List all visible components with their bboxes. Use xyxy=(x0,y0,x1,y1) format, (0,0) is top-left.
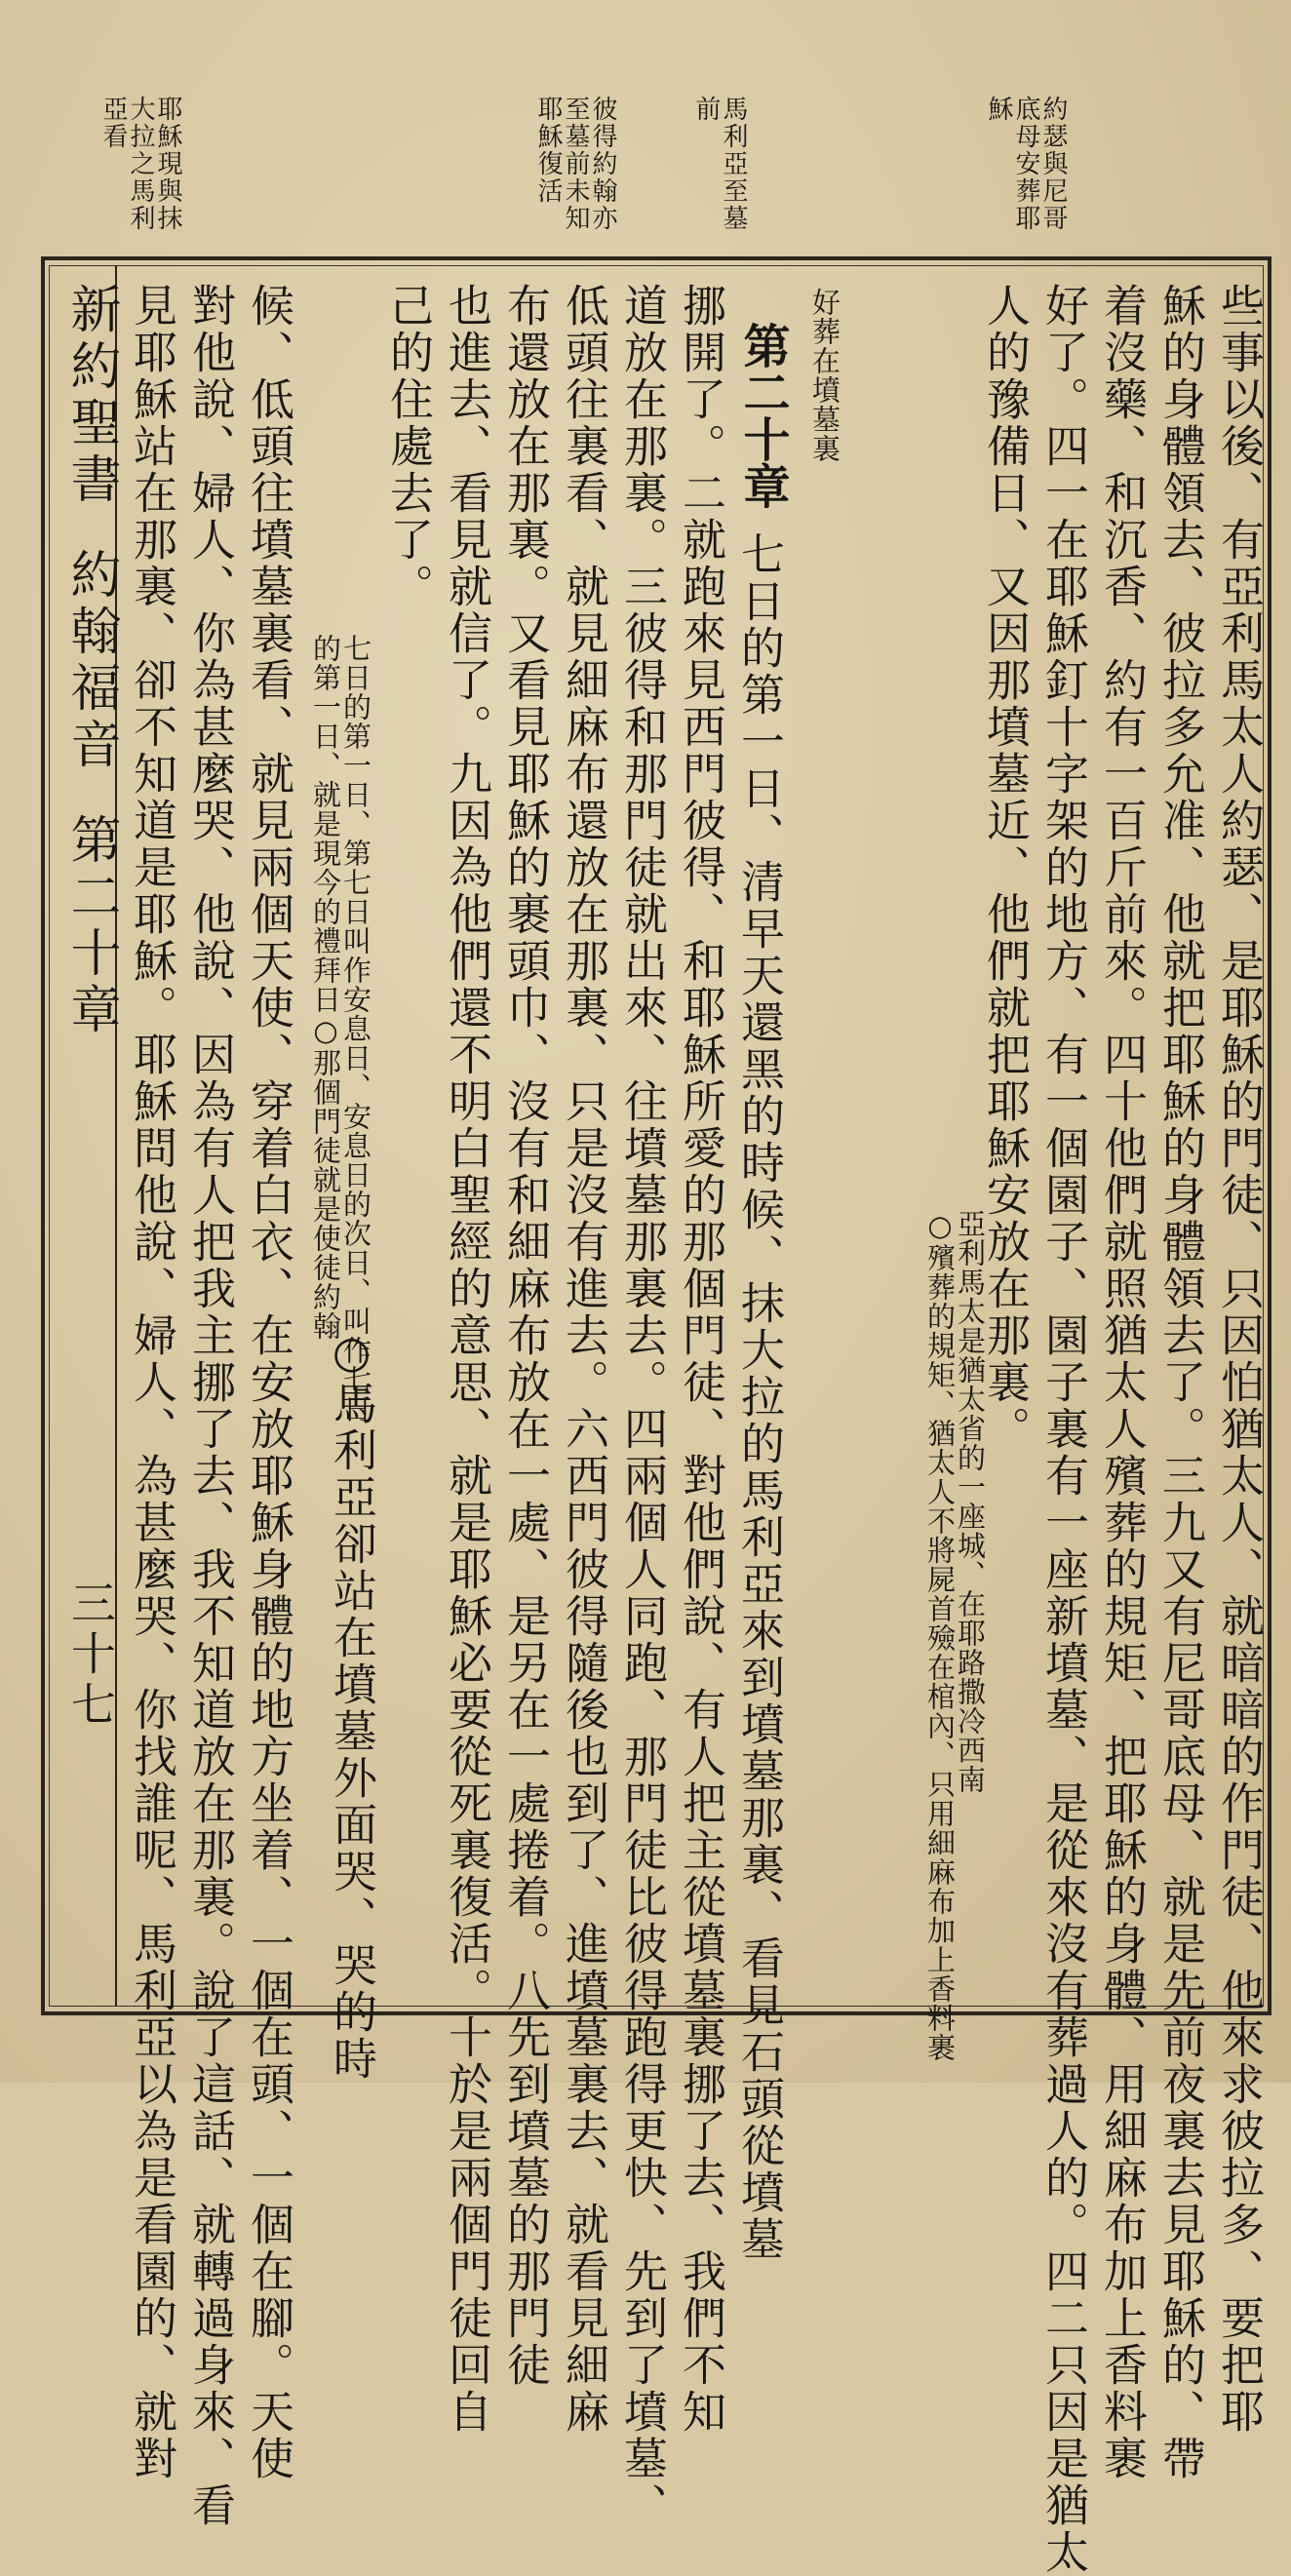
page-number: 三十七 xyxy=(64,1580,117,1732)
text-column-8: 道放在那裏。三彼得和那門徒就出來、往墳墓那裏去。四兩個人同跑、那門徒比彼得跑得更快、先到了墳墓、 xyxy=(616,283,668,2529)
text-column-9: 低頭往裏看、就見細麻布還放在那裏、只是沒有進去。六西門彼得隨後也到了、進墳墓裏去、就看見細麻 xyxy=(558,283,609,2436)
section-label: 好葬在墳墓裏 xyxy=(808,288,841,463)
text-column-1: 些事以後、有亞利馬太人約瑟、是耶穌的門徒、只因怕猶太人、就暗暗的作門徒、他來求彼拉多、要把耶 xyxy=(1213,283,1265,2436)
text-column-15: 對他說、婦人、你為甚麼哭、他說、因為有人把我主挪了去、我不知道放在那裏。說了這話、就轉過身來、看 xyxy=(184,283,236,2529)
header-chapter: 第二十章 xyxy=(61,813,120,1039)
marginal-note-burial: 約瑟與尼哥 底母安葬耶 穌 xyxy=(984,96,1068,232)
text-column-2: 穌的身體領去、彼拉多允准、他就把耶穌的身體領去了。三九又有尼哥底母、就是先前夜裏去見耶穌的、帶 xyxy=(1154,283,1206,2482)
marginal-note-mary-at-tomb: 馬利亞至墓 前 xyxy=(691,96,748,232)
chapter-heading: 第二十章 xyxy=(735,322,790,509)
text-column-7: 挪開了。二就跑來見西門彼得、和耶穌所愛的那個門徒、對他們說、有人把主從墳墓裏挪了去、我們不知 xyxy=(675,283,726,2436)
marginal-note-peter-john: 彼得約翰亦 至墓前未知 耶穌復活 xyxy=(533,96,617,232)
marginal-note-jesus-appears: 耶穌現與抹 大拉之馬利 亞看 xyxy=(98,96,182,232)
text-column-16: 見耶穌站在那裏、卻不知道是耶穌。耶穌問他說、婦人、為甚麼哭、你找誰呢、馬利亞以為是看園的、就對 xyxy=(126,283,177,2482)
text-column-10: 布還放在那裏。又看見耶穌的裹頭巾、沒有和細麻布放在一處、是另在一處捲着。八先到墳墓的那門徒 xyxy=(499,283,551,2389)
text-column-5: 人的豫備日、又因那墳墓近、他們就把耶穌安放在那裏。 xyxy=(979,283,1031,1453)
text-column-4: 好了。四一在耶穌釘十字架的地方、有一個園子、園子裏有一座新墳墓、是從來沒有葬過人的。四二只因是猶太 xyxy=(1037,283,1089,2576)
gospel-title: 約翰福音 xyxy=(61,548,120,774)
text-column-3: 着沒藥、和沉香、約有一百斤前來。四十他們就照猶太人殯葬的規矩、把耶穌的身體、用細麻布加上香料裹 xyxy=(1096,283,1148,2482)
footnote-first-day: 七日的第一日、第七日叫作安息日、安息日的次日、叫作七日 的第一日、就是現今的禮拜日○那個門徒就是使徒約翰 xyxy=(309,634,372,1424)
text-column-11: 也進去、看見就信了。九因為他們還不明白聖經的意思、就是耶穌必要從死裏復活。十於是兩個門徒回自 xyxy=(441,283,492,2436)
running-header xyxy=(55,283,128,1039)
book-title: 新約聖書 xyxy=(61,283,120,509)
text-column-14: 候、低頭往墳墓裏看、就見兩個天使、穿着白衣、在安放耶穌身體的地方坐着、一個在頭、一個在腳。天使 xyxy=(243,283,294,2482)
text-column-12: 己的住處去了。 xyxy=(382,283,434,610)
text-column-6: 七日的第一日、清早天還黑的時候、抹大拉的馬利亞來到墳墓那裏、看見石頭從墳墓 xyxy=(733,531,785,2263)
footnote-arimathea: 亞利馬太是猶太省的一座城、在耶路撒冷西南 ○殯葬的規矩、猶太人不將屍首殮在棺內、只用細麻布加上香料裹 xyxy=(923,1209,987,2062)
text-column-13: ○馬利亞卻站在墳墓外面哭、哭的時 xyxy=(326,1326,377,2083)
